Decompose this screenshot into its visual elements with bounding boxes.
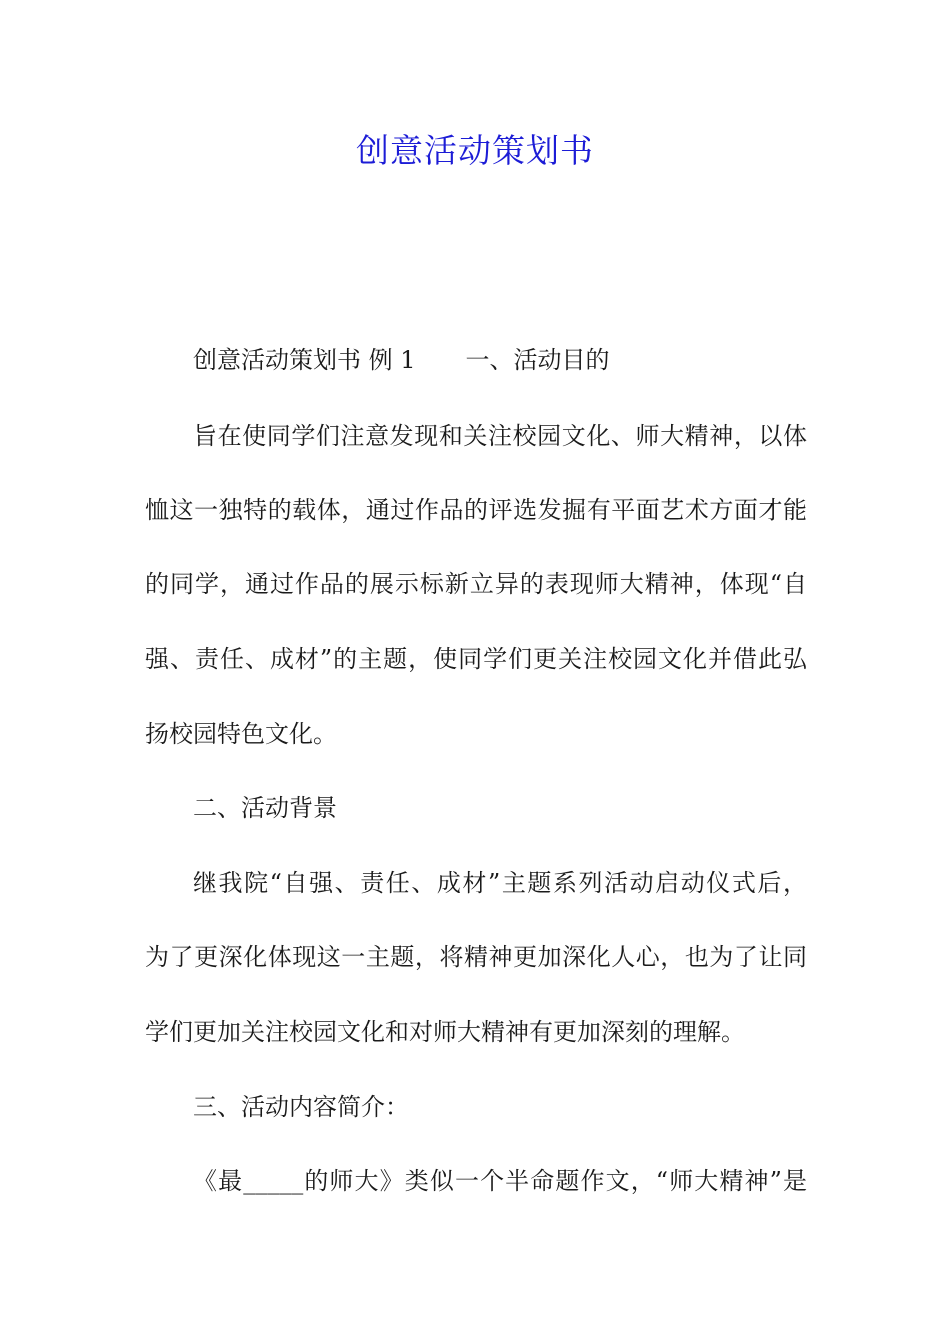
paragraph-line: 的同学，通过作品的展示标新立异的表现师大精神，体现“自 bbox=[145, 570, 807, 598]
paragraph-line: 为了更深化体现这一主题，将精神更加深化人心，也为了让同 bbox=[145, 943, 807, 971]
heading-line bbox=[193, 340, 807, 380]
paragraph-line: 《最_____的师大》类似一个半命题作文，“师大精神”是 bbox=[193, 1167, 807, 1195]
paragraph-line: 学们更加关注校园文化和对师大精神有更加深刻的理解。 bbox=[145, 1018, 745, 1046]
paragraph-line: 旨在使同学们注意发现和关注校园文化、师大精神，以体 bbox=[193, 422, 807, 450]
paragraph-line: 强、责任、成材”的主题，使同学们更关注校园文化并借此弘 bbox=[145, 645, 807, 673]
paragraph-line: 恤这一独特的载体，通过作品的评选发掘有平面艺术方面才能 bbox=[145, 496, 807, 524]
paragraph-line: 继我院“自强、责任、成材”主题系列活动启动仪式后， bbox=[193, 869, 807, 897]
section-heading-background: 二、活动背景 bbox=[193, 794, 337, 822]
section-heading-purpose: 一、活动目的 bbox=[465, 346, 610, 374]
example-heading: 创意活动策划书 例 1 bbox=[193, 346, 416, 374]
paragraph-line: 扬校园特色文化。 bbox=[145, 720, 337, 748]
section-heading-content: 三、活动内容简介： bbox=[193, 1093, 409, 1121]
document-title: 创意活动策划书 bbox=[356, 131, 594, 170]
